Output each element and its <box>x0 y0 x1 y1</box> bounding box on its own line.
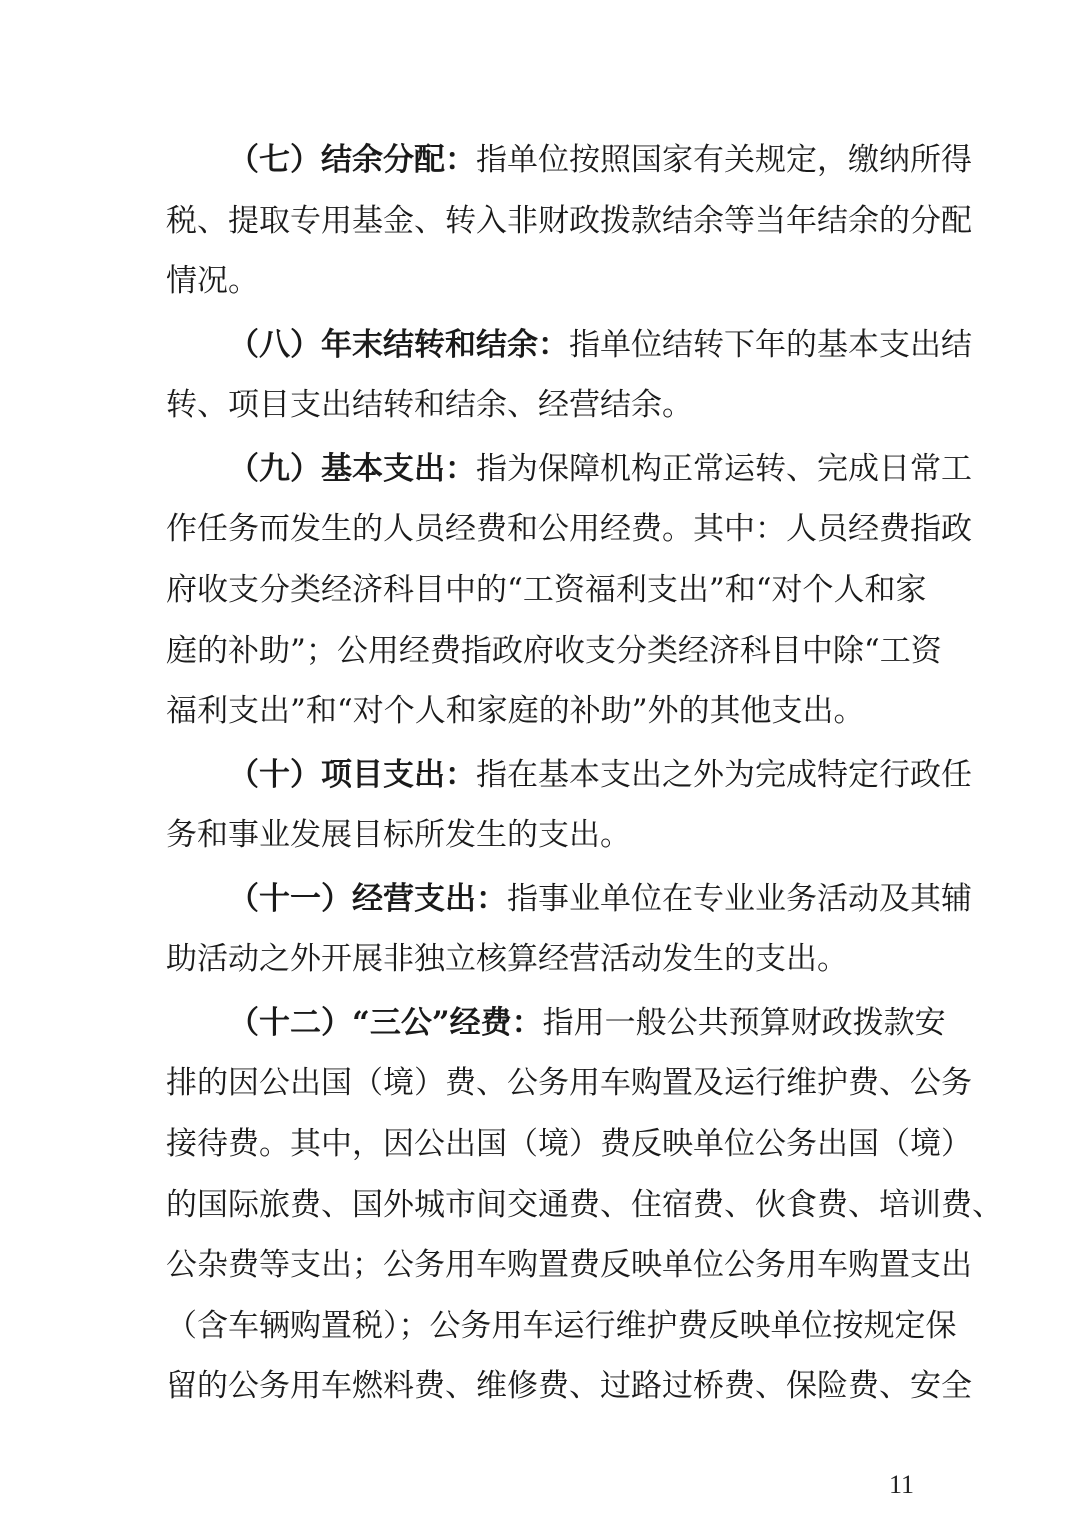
paragraph-line: 务和事业发展目标所发生的支出。 <box>166 817 631 854</box>
paragraph-term: （七）结余分配： <box>228 142 476 178</box>
paragraph-text: 指单位结转下年的基本支出结 <box>569 326 972 363</box>
paragraph-line: 公杂费等支出；公务用车购置费反映单位公务用车购置支出 <box>166 1247 972 1284</box>
paragraph-line <box>166 998 946 1059</box>
paragraph-line: 福利支出”和“对个人和家庭的补助”外的其他支出。 <box>166 693 865 730</box>
paragraph-10 <box>166 750 972 871</box>
paragraph-7 <box>166 135 972 317</box>
paragraph-term: （九）基本支出： <box>228 450 476 487</box>
paragraph-11 <box>166 874 972 995</box>
paragraph-12 <box>166 998 1003 1422</box>
paragraph-text: 指单位按照国家有关规定，缴纳所得 <box>476 142 972 178</box>
paragraph-term: （八）年末结转和结余： <box>228 326 569 363</box>
paragraph-line: 的国际旅费、国外城市间交通费、住宿费、伙食费、培训费、 <box>166 1186 1003 1223</box>
paragraph-term: （十）项目支出： <box>228 756 476 793</box>
paragraph-term: （十二）“三公”经费： <box>228 1004 543 1041</box>
paragraph-line: 税、提取专用基金、转入非财政拨款结余等当年结余的分配 <box>166 202 972 239</box>
paragraph-text: 指在基本支出之外为完成特定行政任 <box>476 756 972 793</box>
page-number: 11 <box>888 1470 914 1499</box>
paragraph-text: 指事业单位在专业业务活动及其辅 <box>507 880 972 917</box>
paragraph-line: 府收支分类经济科目中的“工资福利支出”和“对个人和家 <box>166 571 927 608</box>
paragraph-line <box>166 320 972 381</box>
paragraph-text: 指为保障机构正常运转、完成日常工 <box>476 450 972 487</box>
paragraph-line <box>166 444 972 505</box>
paragraph-text: 指用一般公共预算财政拨款安 <box>542 1004 946 1041</box>
paragraph-line: 转、项目支出结转和结余、经营结余。 <box>166 387 693 424</box>
paragraph-line <box>166 874 972 935</box>
paragraph-term: （十一）经营支出： <box>228 880 507 917</box>
paragraph-line: 情况。 <box>166 263 259 300</box>
paragraph-line: 接待费。其中，因公出国（境）费反映单位公务出国（境） <box>166 1125 972 1162</box>
paragraph-line <box>166 135 972 196</box>
paragraph-line: 庭的补助”；公用经费指政府收支分类经济科目中除“工资 <box>166 632 942 669</box>
paragraph-line: 作任务而发生的人员经费和公用经费。其中：人员经费指政 <box>166 511 972 548</box>
paragraph-9 <box>166 444 972 747</box>
document-body <box>166 135 1003 1422</box>
paragraph-8 <box>166 320 972 441</box>
paragraph-line: 助活动之外开展非独立核算经营活动发生的支出。 <box>166 941 848 978</box>
paragraph-line: 排的因公出国（境）费、公务用车购置及运行维护费、公务 <box>166 1065 972 1102</box>
paragraph-line <box>166 750 972 811</box>
paragraph-line: 留的公务用车燃料费、维修费、过路过桥费、保险费、安全 <box>166 1368 972 1405</box>
paragraph-line: （含车辆购置税）；公务用车运行维护费反映单位按规定保 <box>166 1307 957 1344</box>
